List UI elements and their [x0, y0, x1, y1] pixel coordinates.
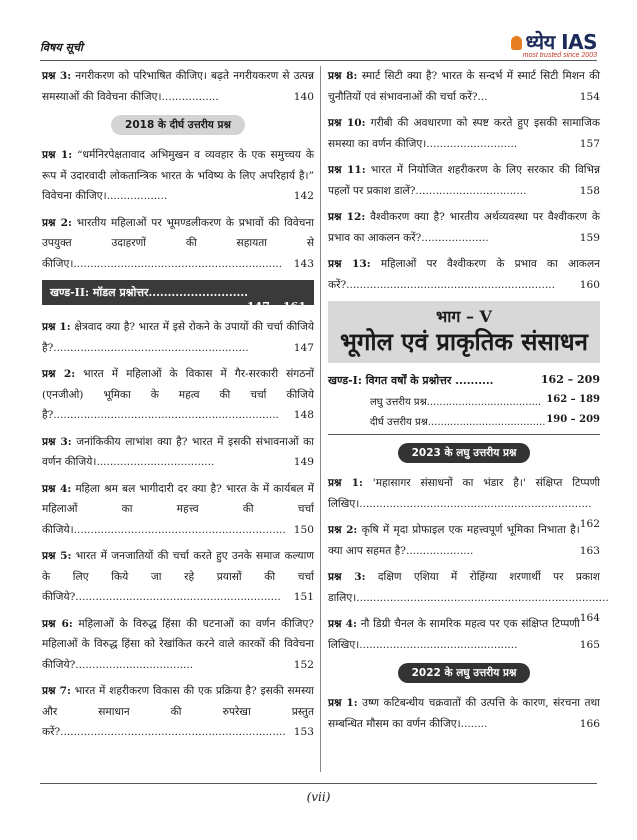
section-pill-2018: 2018 के दीर्घ उत्तरीय प्रश्न	[111, 115, 245, 135]
question-label: प्रश्न 1:	[328, 477, 363, 489]
right-column	[328, 66, 609, 740]
question-label: प्रश्न 4:	[42, 482, 72, 495]
question-text: भारत में महिलाओं के विकास में गैर-सरकारी संगठनों (एनजीओ) भूमिका के महत्व की चर्चा कीजिये है?...................................................................	[42, 368, 314, 421]
toc-entry[interactable]	[42, 364, 314, 426]
part-v-banner	[328, 301, 600, 363]
question-text: गरीबी की अवधारणा को स्पष्ट करते हुए इसकी सामाजिक समस्या का वर्णन कीजिए।...........................	[328, 117, 601, 150]
left-column	[42, 66, 314, 749]
question-label: प्रश्न 3:	[42, 70, 72, 82]
page-number: 142	[293, 190, 314, 202]
toc-entry[interactable]	[42, 317, 314, 358]
subsection-divider	[328, 434, 600, 435]
toc-entry[interactable]	[42, 681, 314, 743]
toc-entry[interactable]	[42, 614, 314, 676]
khand-ii-heading[interactable]	[42, 280, 314, 313]
page-number: 160	[579, 278, 600, 291]
question-label: प्रश्न 8:	[328, 70, 358, 82]
question-label: प्रश्न 13:	[328, 258, 371, 270]
question-label: प्रश्न 2:	[328, 524, 358, 536]
question-text: भारत में जनजातियों की चर्चा करते हुए उनके समाज कल्याण के लिए किये जा रहे प्रयासों की चर्चा कीजिये?.............................................................	[42, 550, 314, 603]
question-text: भारत में शहरीकरण विकास की एक प्रक्रिया है? इसकी समस्या और समाधान की रुपरेखा प्रस्तुत करें?...................................................................	[42, 685, 314, 738]
page-number: 163	[579, 544, 600, 557]
subsection-label: लघु उत्तरीय प्रश्न....................................	[370, 397, 542, 408]
page-number: 153	[293, 726, 314, 738]
khand-page-range: 147 – 161	[246, 300, 306, 313]
page-number: 157	[579, 137, 600, 150]
brand-logo	[511, 28, 597, 59]
question-text: क्षेत्रवाद क्या है? भारत में इसे रोकने के उपायों की चर्चा कीजिये है?..........................................................	[42, 321, 314, 354]
question-text: “धर्मनिरपेक्षतावाद अभिमुखन व व्यवहार के एक समुच्चय के रूप में उदारवादी लोकतान्त्रिक भारत के भविष्य के लिए अपरिहार्य है।” विवेचना कीजिए।..................	[42, 149, 314, 202]
subsection-label: दीर्घ उत्तरीय प्रश्न.....................................	[370, 417, 546, 428]
question-text: महिला श्रम बल भागीदारी दर क्या है? भारत के में कार्यबल में महिलाओं का महत्त्व की चर्चा कीजिये।...............................................................	[42, 482, 314, 536]
question-text: नौ डिग्री चैनल के सामरिक महत्व पर एक संक्षिप्त टिप्पणी लिखिए।...............................................	[328, 618, 580, 651]
question-label: प्रश्न 1:	[328, 697, 358, 709]
question-label: प्रश्न 4:	[328, 618, 357, 630]
bulb-icon	[511, 36, 522, 50]
question-label: प्रश्न 7:	[42, 685, 71, 697]
subsection-page-range: 162 – 189	[546, 394, 600, 405]
part-subtitle: भूगोल एवं प्राकृतिक संसाधन	[340, 327, 588, 356]
subsection-entry[interactable]	[370, 414, 600, 428]
page-number: 149	[293, 456, 314, 468]
question-label: प्रश्न 3:	[328, 571, 366, 583]
page-number: 162	[579, 518, 600, 530]
toc-entry[interactable]	[328, 614, 600, 655]
khand-i-heading[interactable]	[328, 373, 600, 388]
page-number: 147	[293, 341, 314, 354]
subsection-entry[interactable]	[370, 394, 600, 408]
page-number: 152	[293, 658, 314, 671]
question-text: 'महासागर संसाधनों का भंडार है।' संक्षिप्त टिप्पणी लिखिए।.....................................................................	[328, 477, 600, 510]
page-number: 158	[579, 184, 600, 197]
khand-label: खण्ड-II: मॉडल प्रश्नोत्तर..........................	[50, 286, 249, 299]
footer-divider	[40, 783, 597, 784]
footer-page-number: (vii)	[306, 790, 331, 804]
toc-entry[interactable]	[42, 145, 314, 207]
page-number: 165	[579, 638, 600, 651]
page-number: 150	[293, 523, 314, 536]
khand-label: खण्ड-I: विगत वर्षों के प्रश्नोत्तर ..........	[328, 374, 494, 387]
question-text: वैश्वीकरण क्या है? भारतीय अर्थव्यवस्था पर वैश्वीकरण के प्रभाव का आकलन करें?....................	[328, 211, 600, 244]
toc-entry[interactable]	[328, 66, 600, 107]
logo-tagline: most trusted since 2003	[522, 52, 597, 59]
question-label: प्रश्न 1:	[42, 149, 73, 161]
toc-entry[interactable]	[328, 254, 600, 295]
toc-entry[interactable]	[328, 520, 600, 561]
section-pill-2023: 2023 के लघु उत्तरीय प्रश्न	[398, 443, 531, 463]
page-number: 148	[293, 409, 314, 421]
question-text: महिलाओं पर वैश्वीकरण के प्रभाव का आकलन करें?..............................................................	[328, 258, 601, 291]
page-number: 159	[579, 231, 600, 244]
question-label: प्रश्न 5:	[42, 550, 72, 562]
page-number: 164	[579, 612, 600, 624]
section-pill-2022: 2022 के लघु उत्तरीय प्रश्न	[398, 663, 531, 683]
page-header-title: विषय सूची	[40, 41, 83, 54]
subsection-page-range: 190 – 209	[546, 414, 600, 425]
question-text: नगरीकरण को परिभाषित कीजिए। बढ़ते नगरीयकरण से उत्पन्न समस्याओं की विवेचना कीजिए।.................	[42, 70, 314, 103]
khand-page-range: 162 – 209	[540, 373, 600, 386]
toc-entry[interactable]	[328, 113, 600, 154]
question-text: कृषि में मृदा प्रोफाइल एक महत्त्वपूर्ण भूमिका निभाता है। क्या आप सहमत है?....................	[328, 524, 580, 557]
question-label: प्रश्न 2:	[42, 368, 76, 380]
page-number: 151	[293, 591, 314, 603]
question-text: भारतीय महिलाओं पर भूमण्डलीकरण के प्रभावों की विवेचना उपयुक्त उदाहरणों की सहायता से कीजिए।..............................................................	[42, 216, 314, 270]
question-text: दक्षिण एशिया में रोहिंग्या शरणार्थी पर प्रकाश डालिए।...........................................................................	[328, 571, 609, 604]
question-text: उष्ण कटिबन्धीय चक्रवातों की उत्पत्ति के कारण, संरचना तथा सम्बन्धित मौसम का वर्णन कीजिए।........	[328, 697, 600, 730]
toc-entry[interactable]	[328, 207, 600, 248]
toc-entry[interactable]	[42, 479, 314, 541]
page-number: 140	[293, 90, 314, 103]
page-number: 143	[293, 257, 314, 270]
question-label: प्रश्न 12:	[328, 211, 366, 223]
toc-entry[interactable]	[42, 546, 314, 608]
column-divider	[320, 66, 321, 772]
part-title: भाग – V	[436, 307, 492, 326]
question-label: प्रश्न 3:	[42, 435, 72, 448]
question-label: प्रश्न 10:	[328, 117, 366, 129]
logo-brand-text: ध्येय IAS	[525, 30, 597, 54]
toc-entry[interactable]	[42, 432, 314, 473]
question-text: जनांकिकीय लाभांश क्या है? भारत में इसकी संभावनाओं का वर्णन कीजिये।...................................	[42, 435, 314, 468]
toc-entry[interactable]	[42, 213, 314, 275]
header-divider	[40, 60, 597, 61]
toc-entry[interactable]	[42, 66, 314, 107]
question-label: प्रश्न 11:	[328, 164, 366, 176]
question-text: महिलाओं के विरुद्ध हिंसा की घटनाओं का वर्णन कीजिए? महिलाओं के विरुद्ध हिंसा को रेखांकित करने वाले कारकों की विवेचना कीजिये?...................................	[42, 617, 314, 671]
page-number: 154	[579, 90, 600, 103]
toc-entry[interactable]	[328, 160, 600, 201]
question-label: प्रश्न 2:	[42, 216, 72, 229]
question-label: प्रश्न 6:	[42, 617, 73, 630]
question-text: स्मार्ट सिटी क्या है? भारत के सन्दर्भ में स्मार्ट सिटी मिशन की चुनौतियों एवं संभावनाओं की चर्चा करें?...	[328, 70, 600, 103]
question-label: प्रश्न 1:	[42, 321, 71, 333]
toc-entry[interactable]	[328, 693, 600, 734]
page-number: 166	[579, 717, 600, 730]
question-text: भारत में नियोजित शहरीकरण के लिए सरकार की विभिन्न पहलों पर प्रकाश डालें?.................................	[328, 164, 601, 197]
